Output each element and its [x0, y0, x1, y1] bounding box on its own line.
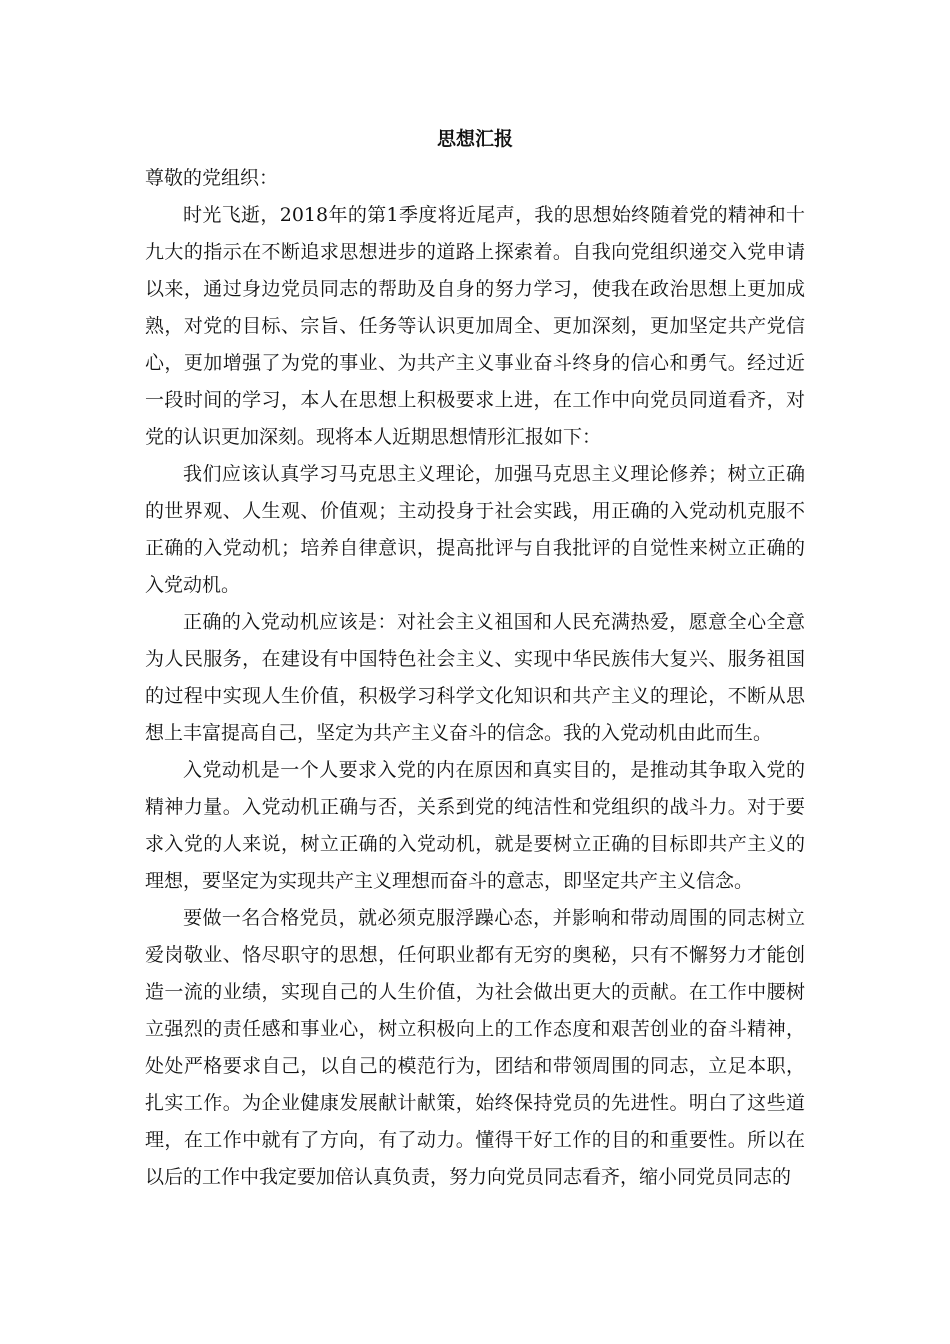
paragraph-4: 入党动机是一个人要求入党的内在原因和真实目的，是推动其争取入党的精神力量。入党动机正确与否，关系到党的纯洁性和党组织的战斗力。对于要求入党的人来说，树立正确的入党动机，就是要树立正确的目标即共产主义的理想，要坚定为实现共产主义理想而奋斗的意志，即坚定共产主义信念。: [145, 759, 805, 892]
document-body: [145, 124, 805, 1196]
paragraph-2: 我们应该认真学习马克思主义理论，加强马克思主义理论修养；树立正确的世界观、人生观、价值观；主动投身于社会实践，用正确的入党动机克服不正确的入党动机；培养自律意识，提高批评与自我批评的自觉性来树立正确的入党动机。: [145, 463, 805, 596]
paragraph-5: 要做一名合格党员，就必须克服浮躁心态，并影响和带动周围的同志树立爱岗敬业、恪尽职守的思想，任何职业都有无穷的奥秘，只有不懈努力才能创造一流的业绩，实现自己的人生价值，为社会做出更大的贡献。在工作中腰树立强烈的责任感和事业心，树立积极向上的工作态度和艰苦创业的奋斗精神，处处严格要求自己，以自己的模范行为，团结和带领周围的同志，立足本职，扎实工作。为企业健康发展献计献策，始终保持党员的先进性。明白了这些道理，在工作中就有了方向，有了动力。懂得干好工作的目的和重要性。所以在以后的工作中我定要加倍认真负责，努力向党员同志看齐，缩小同党员同志的: [145, 907, 805, 1188]
paragraph-1: 时光飞逝，2018年的第1季度将近尾声，我的思想始终随着党的精神和十九大的指示在不断追求思想进步的道路上探索着。自我向党组织递交入党申请以来，通过身边党员同志的帮助及自身的努力学习，使我在政治思想上更加成熟，对党的目标、宗旨、任务等认识更加周全、更加深刻，更加坚定共产党信心，更加增强了为党的事业、为共产主义事业奋斗终身的信心和勇气。经过近一段时间的学习，本人在思想上积极要求上进，在工作中向党员同道看齐，对党的认识更加深刻。现将本人近期思想情形汇报如下：: [145, 204, 805, 448]
salutation: 尊敬的党组织：: [145, 167, 279, 189]
paragraph-3: 正确的入党动机应该是：对社会主义祖国和人民充满热爱，愿意全心全意为人民服务，在建设有中国特色社会主义、实现中华民族伟大复兴、服务祖国的过程中实现人生价值，积极学习科学文化知识和共产主义的理论，不断从思想上丰富提高自己，坚定为共产主义奋斗的信念。我的入党动机由此而生。: [145, 611, 805, 744]
document-title: 思想汇报: [436, 128, 513, 150]
